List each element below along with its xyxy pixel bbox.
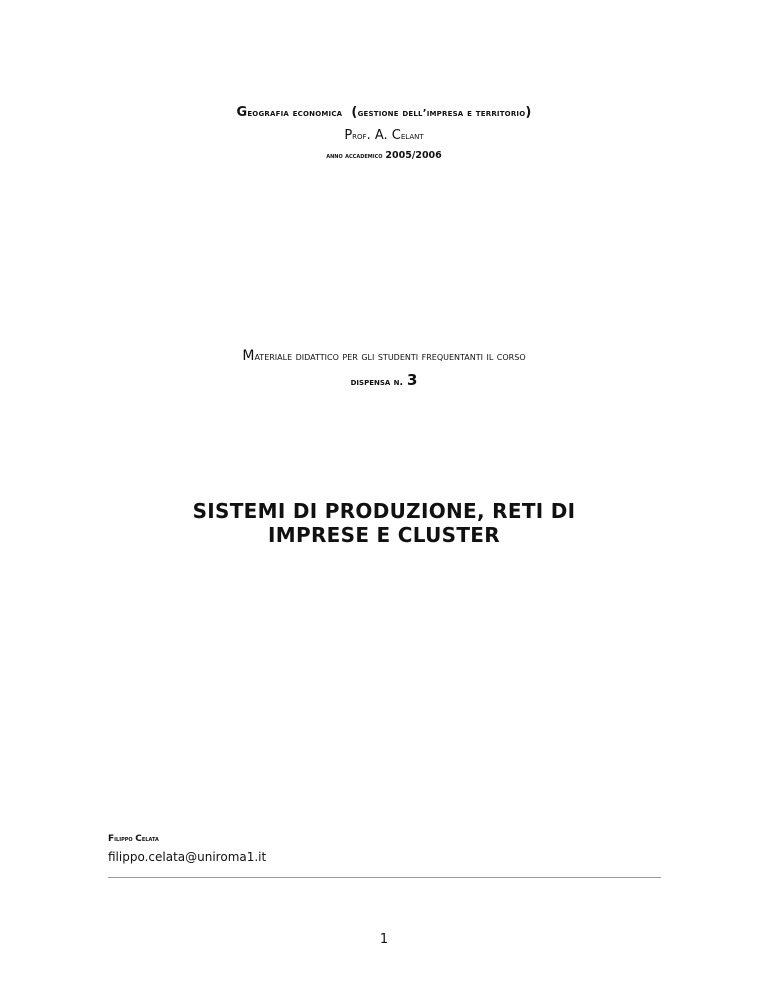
author-first-initial: F [108,834,115,844]
footer-divider [108,877,661,878]
course-title [0,104,768,120]
prof-initial: P [344,128,353,143]
document-title [0,499,768,547]
course-title-rest: eografia economica [247,108,343,119]
document-title-line-2: IMPRESE E CLUSTER [268,523,500,547]
material-line [0,348,768,364]
page-number: 1 [379,932,389,947]
academic-year-value: 2005/2006 [385,150,442,161]
academic-year-label: anno accademico [326,152,383,160]
prof-rest: rof [352,130,367,142]
material-initial: M [242,348,255,364]
prof-surname-initial: C [391,128,401,143]
course-subtitle: gestione dell’impresa e territorio [357,108,526,119]
course-title-initial: G [236,105,248,120]
author-name [108,834,159,844]
author-email[interactable]: filippo.celata@uniroma1.it [108,850,267,864]
author-first-rest: ilippo [114,834,136,843]
dispensa-label: dispensa n. [350,377,404,388]
author-surname-rest: elata [141,834,159,843]
prof-name-initial: . A. [366,128,392,143]
author-surname-initial: C [135,834,142,844]
material-rest: ateriale didattico per gli studenti frequentanti il corso [254,350,526,363]
course-paren-close: ) [525,105,532,120]
course-paren-open: ( [351,105,358,120]
dispensa-number: 3 [406,371,418,389]
dispensa-line [0,371,768,389]
professor-line [0,128,768,143]
prof-surname-rest: elant [400,130,424,142]
document-title-line-1: SISTEMI DI PRODUZIONE, RETI DI [192,499,576,523]
academic-year [0,150,768,161]
